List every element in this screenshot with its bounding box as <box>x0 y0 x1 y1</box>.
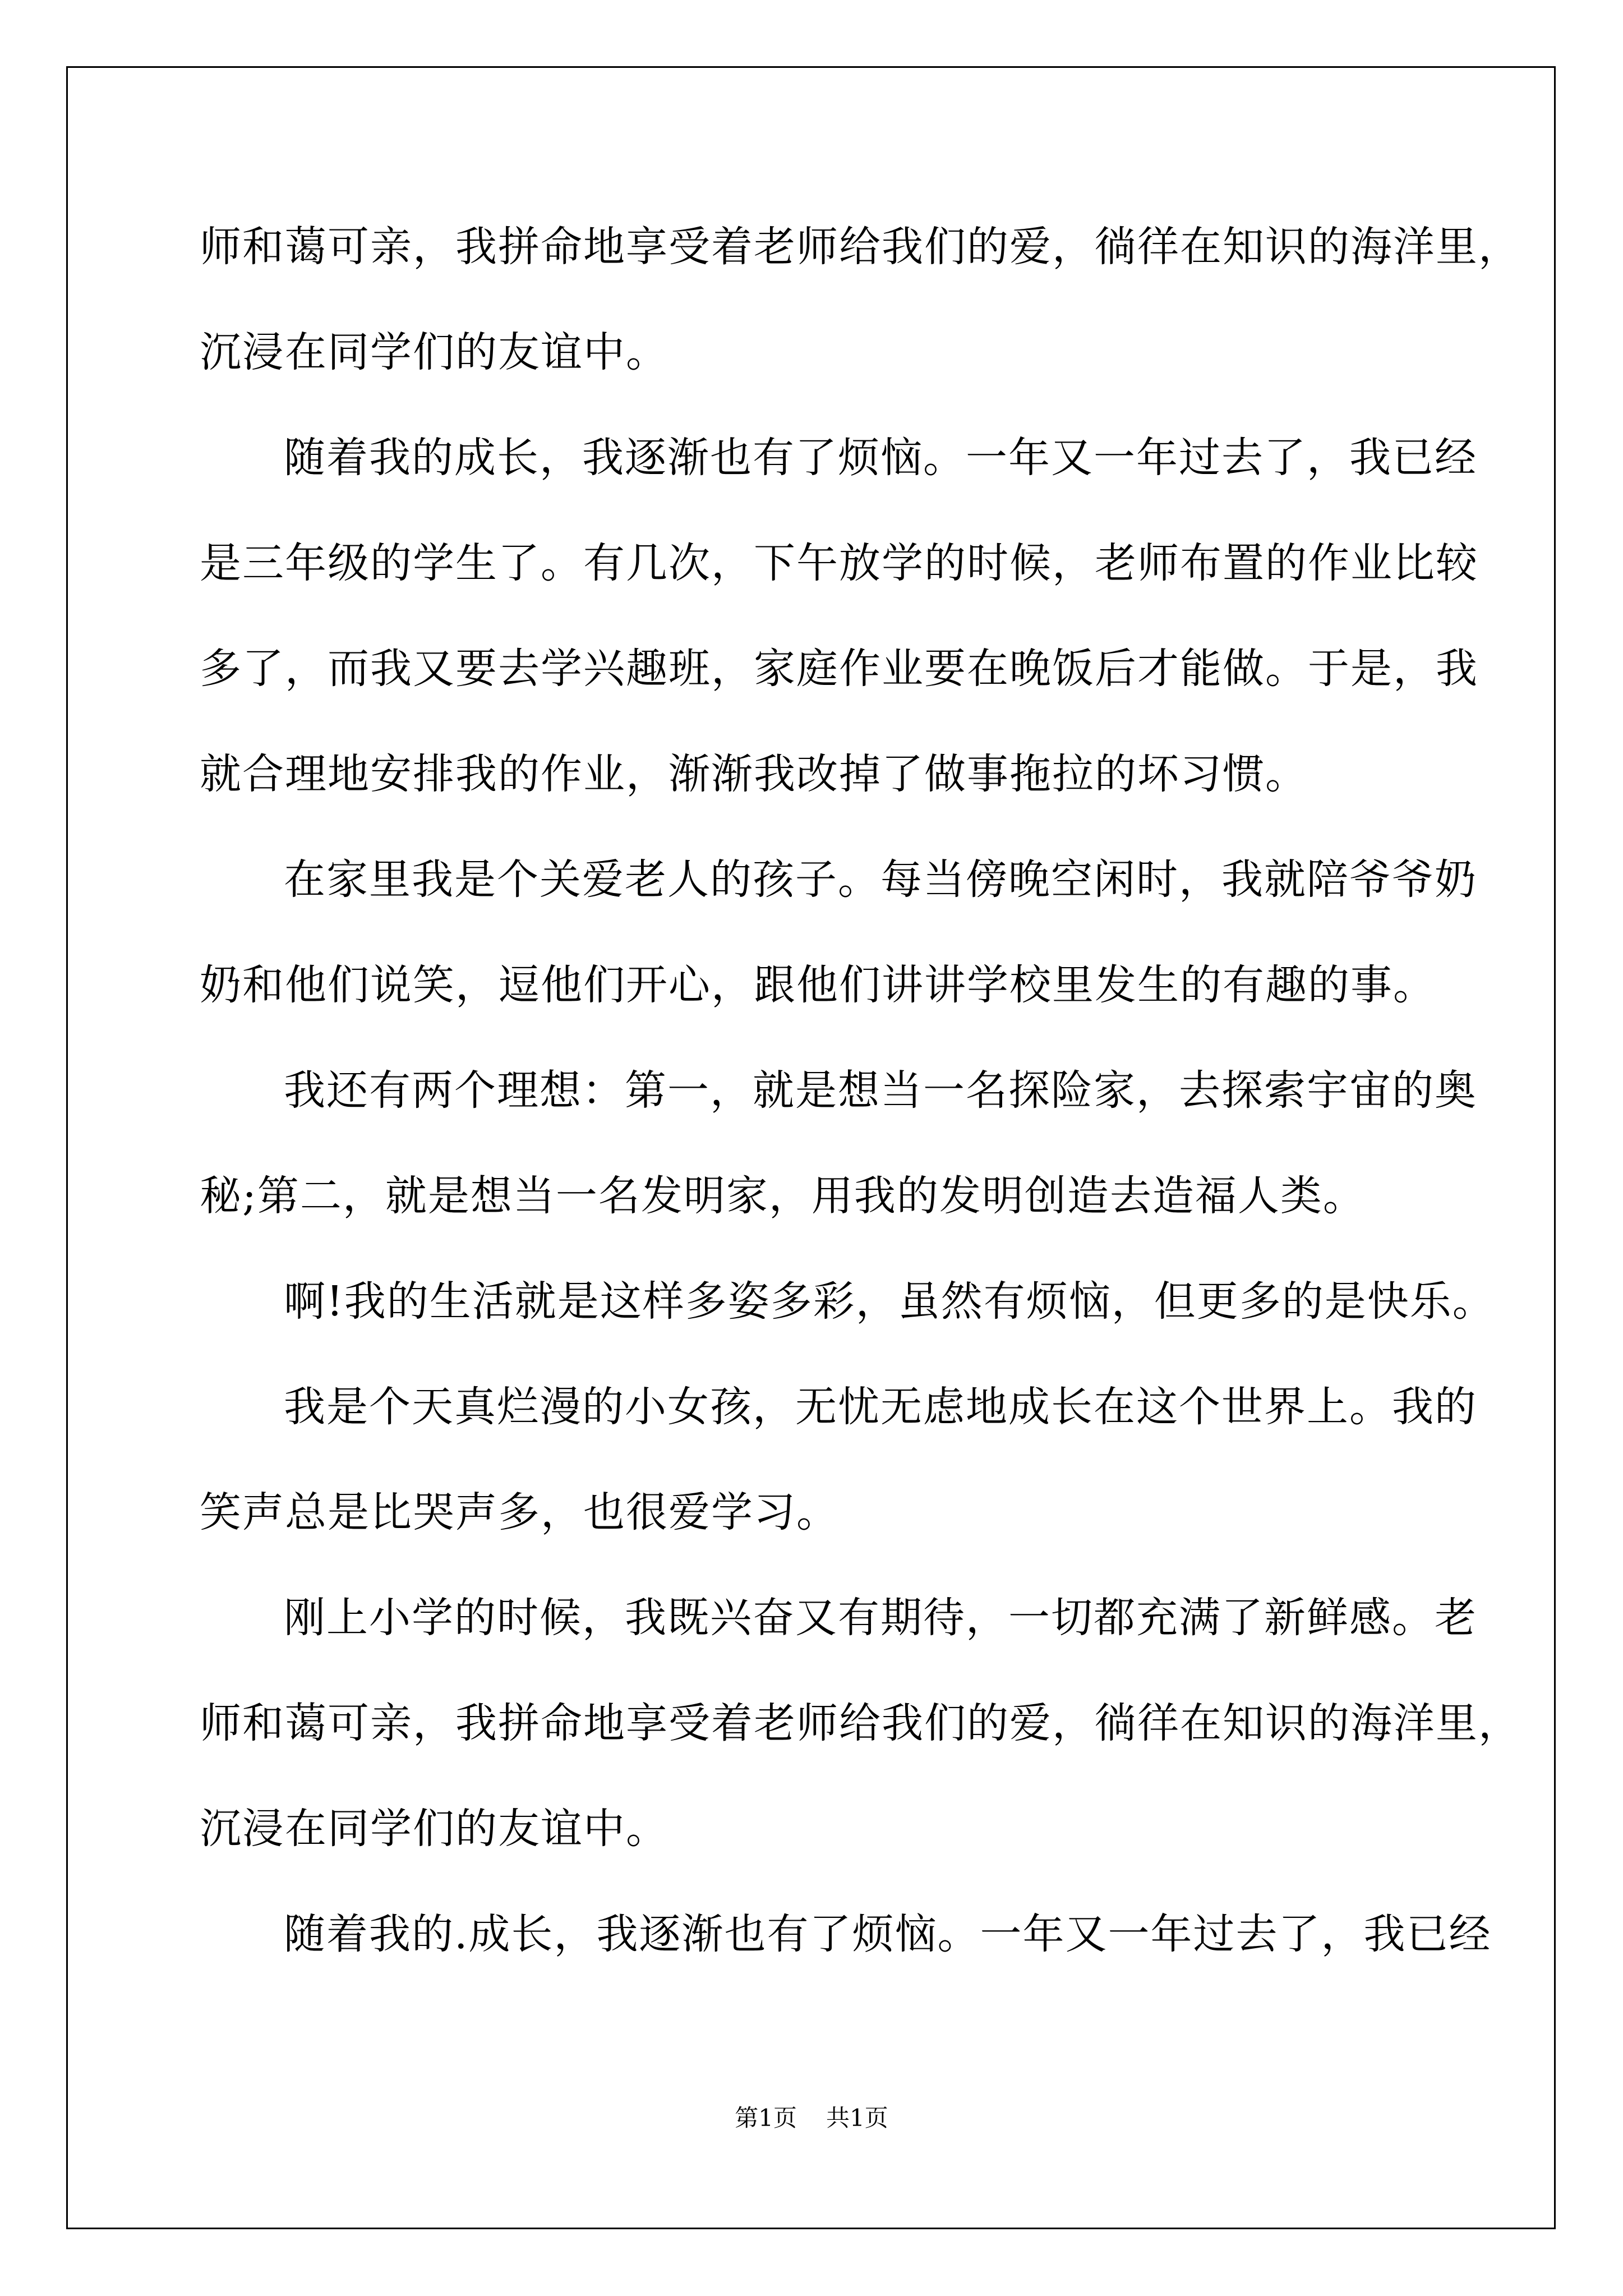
paragraph-start-line: 在家里我是个关爱老人的孩子。每当傍晚空闲时，我就陪爷爷奶 <box>284 855 1477 904</box>
text-line: 笑声总是比哭声多，也很爱学习。 <box>200 1488 839 1536</box>
text-line: 奶和他们说笑，逗他们开心，跟他们讲讲学校里发生的有趣的事。 <box>200 961 1436 1009</box>
text-line: 秘;第二，就是想当一名发明家，用我的发明创造去造福人类。 <box>200 1172 1366 1220</box>
page-total: 共1页 <box>826 2104 888 2132</box>
paragraph-start-line: 随着我的成长，我逐渐也有了烦恼。一年又一年过去了，我已经 <box>284 434 1477 482</box>
paragraph-start-line: 刚上小学的时候，我既兴奋又有期待，一切都充满了新鲜感。老 <box>284 1594 1477 1642</box>
text-line: 多了，而我又要去学兴趣班，家庭作业要在晚饭后才能做。于是，我 <box>200 645 1478 693</box>
page-number: 第1页 <box>735 2104 797 2132</box>
paragraph-start-line: 我是个天真烂漫的小女孩，无忧无虑地成长在这个世界上。我的 <box>284 1383 1477 1431</box>
text-line: 沉浸在同学们的友谊中。 <box>200 328 668 376</box>
text-line: 就合理地安排我的作业，渐渐我改掉了做事拖拉的坏习惯。 <box>200 750 1308 798</box>
paragraph-start-line: 我还有两个理想：第一，就是想当一名探险家，去探索宇宙的奥 <box>284 1066 1477 1115</box>
text-line: 是三年级的学生了。有几次，下午放学的时候，老师布置的作业比较 <box>200 539 1478 587</box>
text-line: 师和蔼可亲，我拼命地享受着老师给我们的爱，徜徉在知识的海洋里， <box>200 1699 1521 1747</box>
page-footer <box>0 2101 1623 2135</box>
paragraph-start-line: 啊!我的生活就是这样多姿多彩，虽然有烦恼，但更多的是快乐。 <box>284 1277 1495 1326</box>
paragraph-start-line: 随着我的.成长，我逐渐也有了烦恼。一年又一年过去了，我已经 <box>284 1910 1492 1958</box>
text-line: 师和蔼可亲，我拼命地享受着老师给我们的爱，徜徉在知识的海洋里， <box>200 223 1521 271</box>
text-line: 沉浸在同学们的友谊中。 <box>200 1805 668 1853</box>
